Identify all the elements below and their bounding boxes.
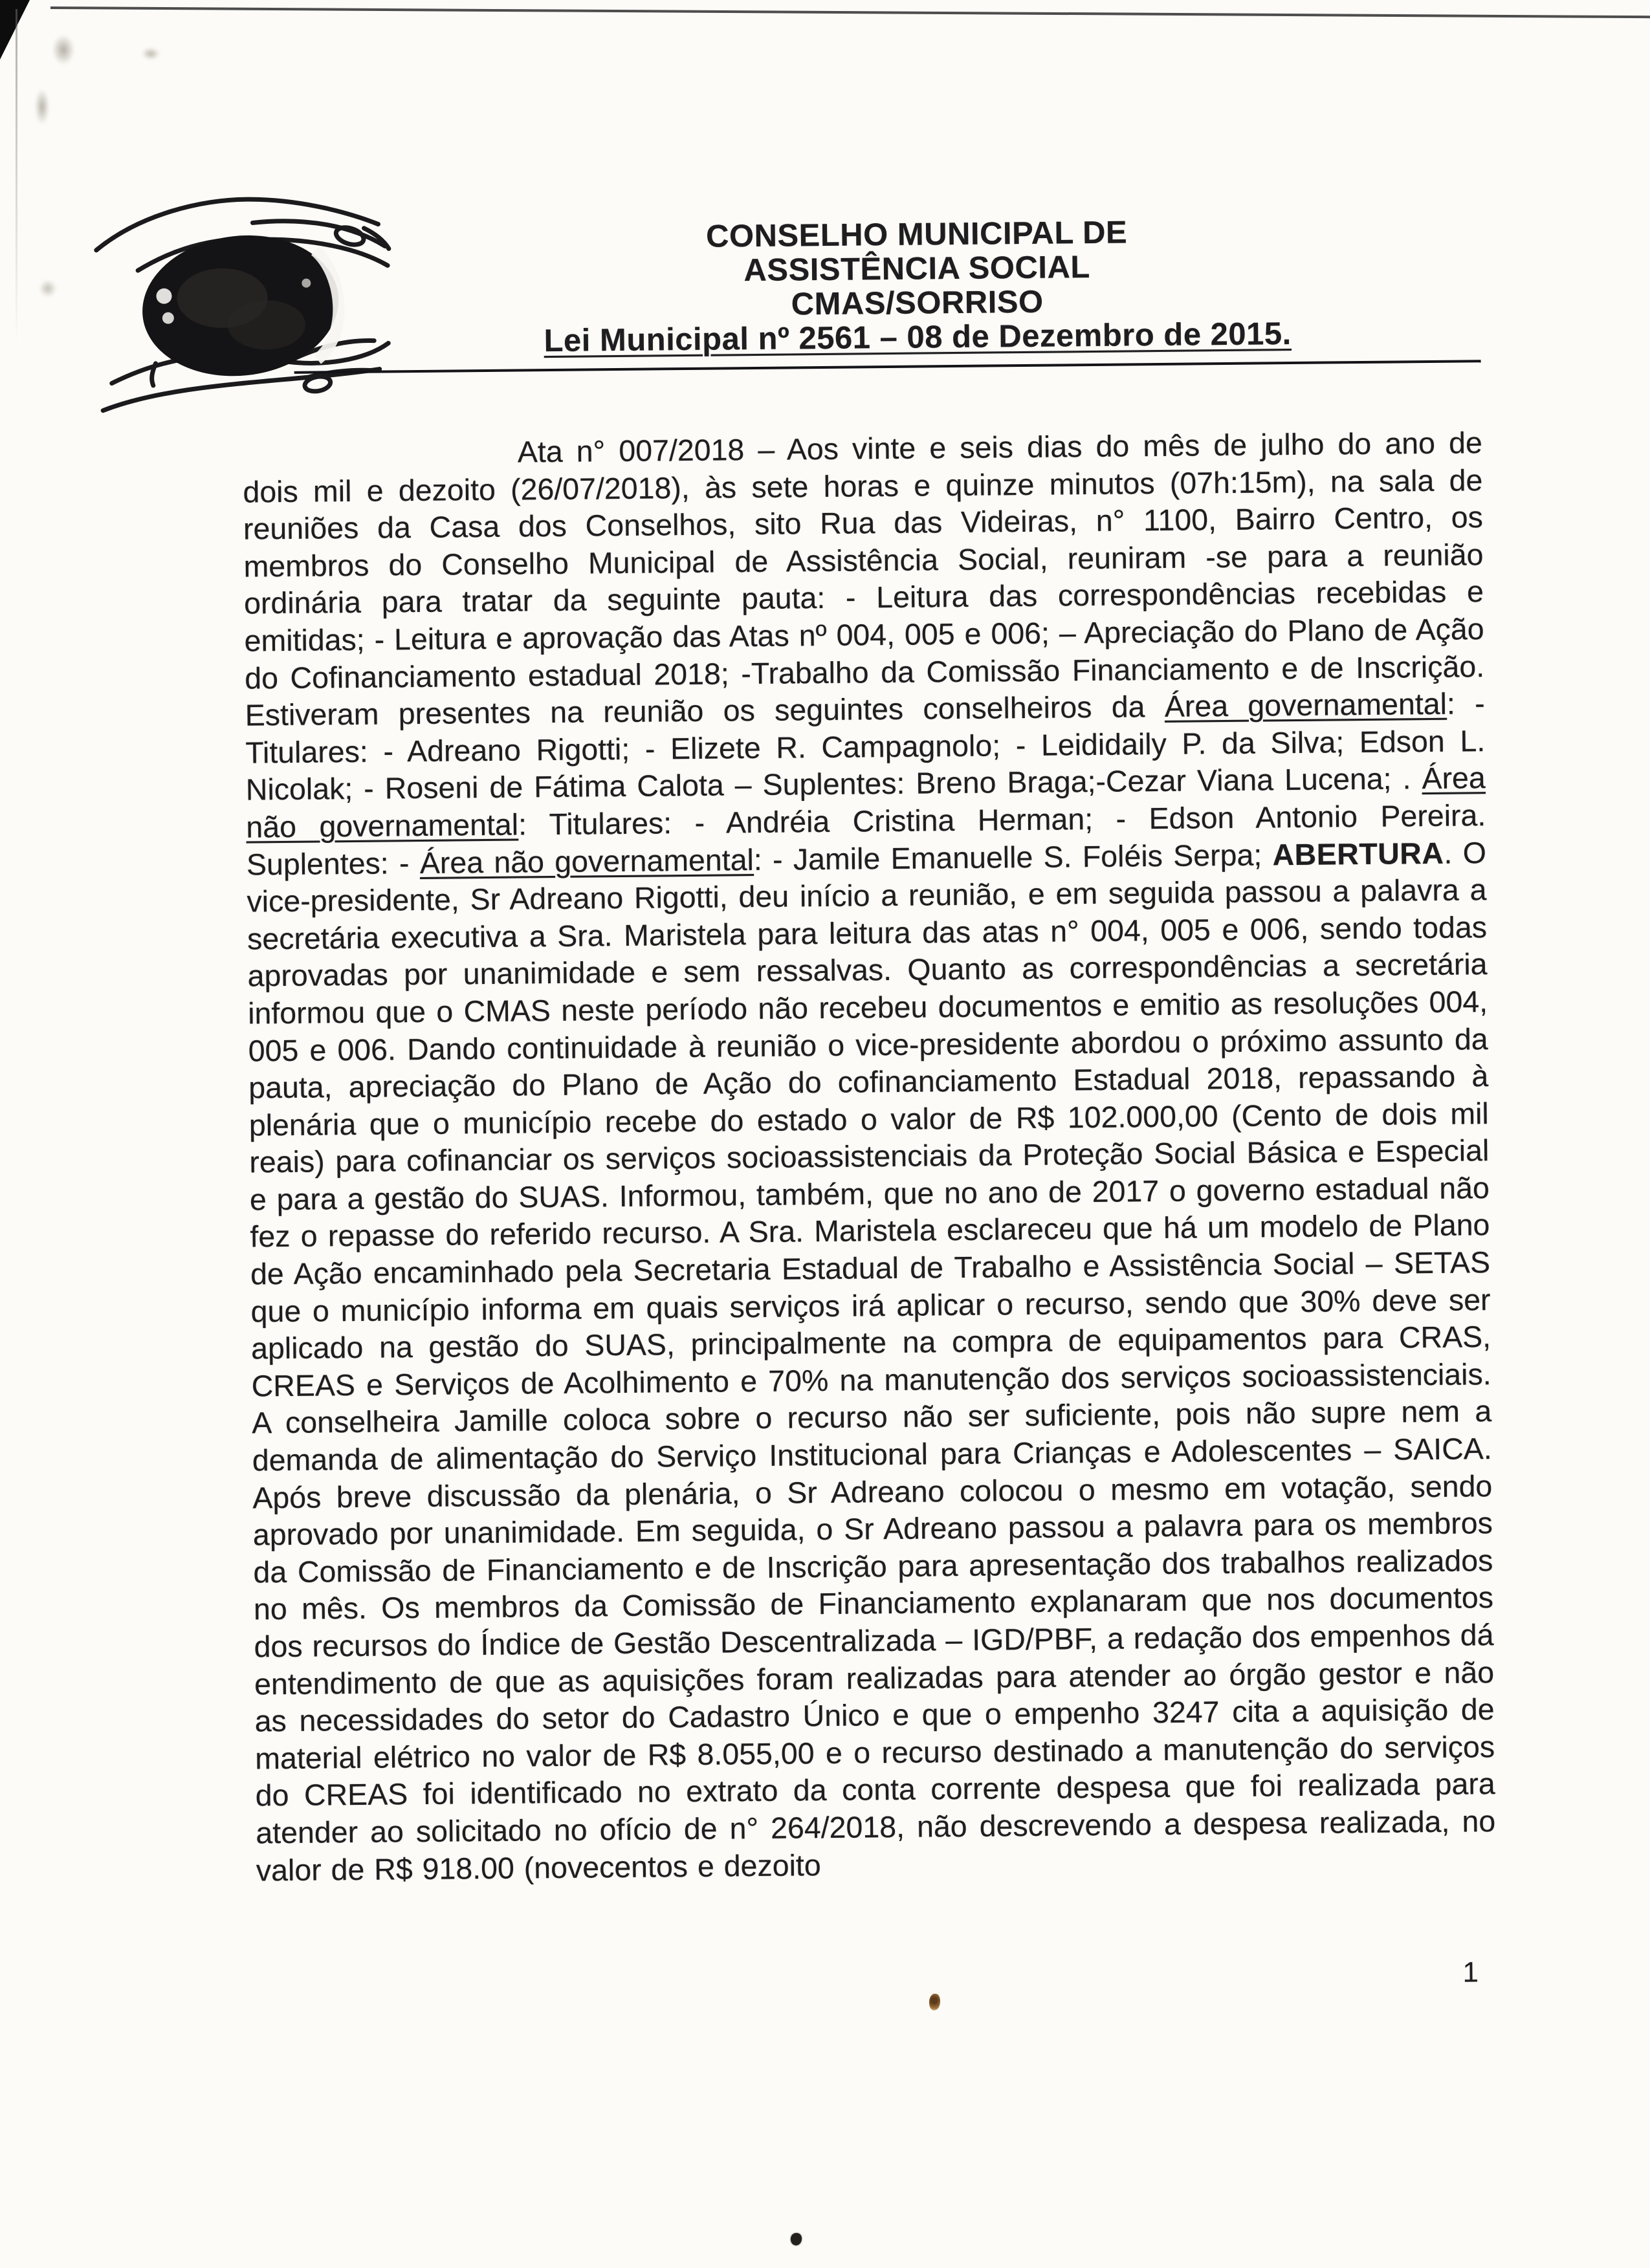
body-text-segment: Área governamental bbox=[1164, 686, 1447, 724]
body-text-segment: : Titulares: - Andréia Cristina Herman; - Edson Antonio Pereira. Suplentes: - bbox=[246, 798, 1486, 882]
hands-holding-world-logo bbox=[92, 185, 397, 414]
org-name-line2: ASSISTÊNCIA SOCIAL bbox=[743, 250, 1091, 289]
header-divider-line bbox=[294, 360, 1481, 374]
org-name-line1: CONSELHO MUNICIPAL DE bbox=[705, 215, 1128, 254]
page-number: 1 bbox=[1462, 1956, 1479, 1989]
minutes-paragraph bbox=[243, 424, 1496, 1889]
body-text-segment: : - Titulares: - Adreano Rigotti; - Elizete R. Campagnolo; - Leididaily P. da Silva; Edson L. Nicolak; - Roseni de Fátima Calota – Suplentes: Breno Braga;-Cezar Viana Lucena; . bbox=[245, 686, 1486, 807]
org-acronym: CMAS/SORRISO bbox=[791, 284, 1044, 322]
body-text-segment: ABERTURA bbox=[1272, 836, 1444, 871]
letterhead bbox=[431, 213, 1403, 359]
body-text-segment: Área não governamental bbox=[246, 761, 1486, 844]
body-text-segment: : - Jamile Emanuelle S. Foléis Serpa; bbox=[753, 837, 1273, 877]
body-text-segment: Ata n° 007/2018 – Aos vinte e seis dias do mês de julho do ano de dois mil e dezoito (26/07/2018), às sete horas e quinze minutos (07h:15m), na sala de reuniões da Casa dos Conselhos, sito Rua das Videiras, n° 1100, Bairro Centro, os membros do Conselho Municipal de Assistência Social, reuniram -se para a reunião ordinária para tratar da seguinte pauta: - Leitura das correspondências recebidas e emitidas; - Leitura e aprovação das Atas nº 004, 005 e 006; – Apreciação do Plano de Ação do Cofinanciamento estadual 2018; -Trabalho da Comissão Financiamento e de Inscrição. Estiveram presentes na reunião os seguintes conselheiros da bbox=[243, 426, 1485, 732]
body-text-segment: Área não governamental bbox=[419, 842, 754, 880]
municipal-law-line: Lei Municipal nº 2561 – 08 de Dezembro de 2015. bbox=[544, 316, 1292, 359]
body-text-segment: . O vice-presidente, Sr Adreano Rigotti, deu início a reunião, e em seguida passou a palavra a secretária executiva a Sra. Maristela para leitura das atas n° 004, 005 e 006, sendo todas aprovadas por unanimidade e sem ressalvas. Quanto as correspondências a secretária informou que o CMAS neste período não recebeu documentos e emitio as resoluções 004, 005 e 006. Dando continuidade à reunião o vice-presidente abordou o próximo assunto da pauta, apreciação do Plano de Ação do cofinanciamento Estadual 2018, repassando à plenária que o município recebe do estado o valor de R$ 102.000,00 (Cento de dois mil reais) para cofinanciar os serviços socioassistenciais da Proteção Social Básica e Especial e para a gestão do SUAS. Informou, também, que no ano de 2017 o governo estadual não fez o repasse do referido recurso. A Sra. Maristela esclareceu que há um modelo de Plano de Ação encaminhado pela Secretaria Estadual de Trabalho e Assistência Social – SETAS que o município informa em quais serviços irá aplicar o recurso, sendo que 30% deve ser aplicado na gestão do SUAS, principalmente na compra de equipamentos para CRAS, CREAS e Serviços de Acolhimento e 70% na manutenção dos serviços socioassistenciais. A conselheira Jamille coloca sobre o recurso não ser suficiente, pois não supre nem a demanda de alimentação do Serviço Institucional para Crianças e Adolescentes – SAICA. Após breve discussão da plenária, o Sr Adreano colocou o mesmo em votação, sendo aprovado por unanimidade. Em seguida, o Sr Adreano passou a palavra para os membros da Comissão de Financiamento e de Inscrição para apresentação dos trabalhos realizados no mês. Os membros da Comissão de Financiamento explanaram que nos documentos dos recursos do Índice de Gestão Descentralizada – IGD/PBF, a redação dos empenhos dá entendimento de que as aquisições foram realizadas para atender ao órgão gestor e não as necessidades do setor do Cadastro Único e que o empenho 3247 cita a aquisição de material elétrico no valor de R$ 8.055,00 e o recurso destinado a manutenção do serviços do CREAS foi identificado no extrato da conta corrente despesa que foi realizada para atender ao solicitado no ofício de n° 264/2018, não descrevendo a despesa realizada, no valor de R$ 918.00 (novecentos e dezoito bbox=[247, 835, 1496, 1888]
